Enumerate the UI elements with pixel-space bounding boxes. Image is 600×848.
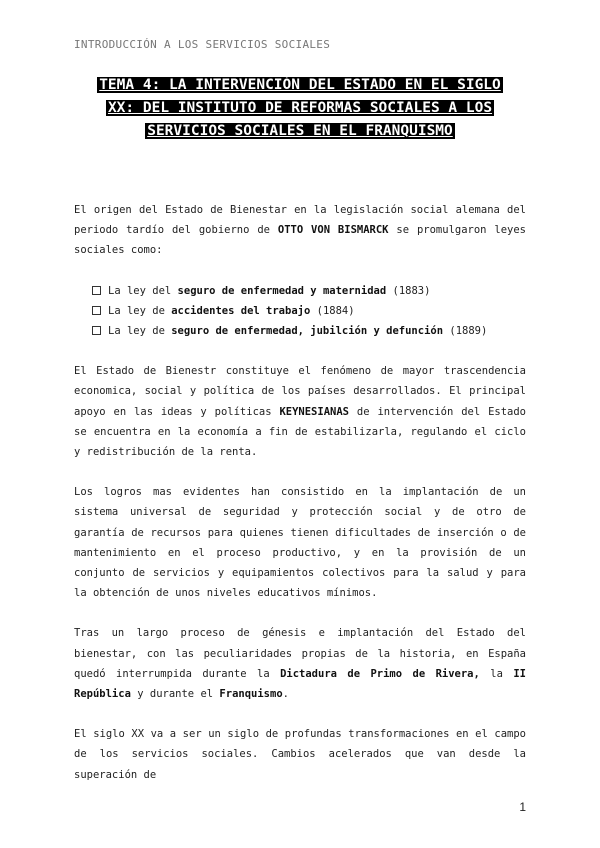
laws-list <box>74 281 526 342</box>
checkbox-icon <box>92 306 101 315</box>
republica-bold: II República <box>74 667 526 701</box>
law-year: (1889) <box>443 325 488 338</box>
primo-de-rivera-bold: Dictadura de Primo de Rivera, <box>280 667 480 680</box>
text: El origen del Estado de Bienestar en la legislación social alemana del periodo tardío del gobierno de <box>74 204 526 237</box>
list-item <box>92 321 526 341</box>
list-item <box>92 281 526 301</box>
title-line-3: SERVICIOS SOCIALES EN EL FRANQUISMO <box>147 123 453 139</box>
paragraph-keynes <box>74 361 526 462</box>
list-item <box>92 301 526 321</box>
title-line-2: XX: DEL INSTITUTO DE REFORMAS SOCIALES A LOS <box>107 100 493 116</box>
text: La ley de <box>108 325 172 338</box>
text: se promulgaron leyes sociales como: <box>74 224 527 257</box>
chapter-title <box>74 74 526 143</box>
law-year: (1884) <box>310 304 355 317</box>
text: la <box>479 667 514 680</box>
law-name: accidentes del trabajo <box>171 304 311 317</box>
title-line-1: TEMA 4: LA INTERVENCIÓN DEL ESTADO EN EL SIGLO <box>99 77 501 93</box>
text: El Estado de Bienestr constituye el fenómeno de mayor trascendencia economica, social y política de los países desarrollados. El principal apoyo en las ideas y políticas <box>74 365 526 418</box>
text: La ley de <box>108 304 172 317</box>
page-number: 1 <box>519 800 526 814</box>
paragraph-siglo-xx: El siglo XX va a ser un siglo de profundas transformaciones en el campo de los servicios sociales. Cambios acelerados que van desde la superación de <box>74 728 526 781</box>
body-text <box>74 200 526 805</box>
paragraph-logros: Los logros mas evidentes han consistido en la implantación de un sistema universal de seguridad y protección social y de otro de garantía de recursos para quienes tienen dificultades de inserción o de mantenimiento en el proceso productivo, y en la provisión de un conjunto de servicios y equipamientos colectivos para la salud y para la obtención de unos niveles educativos mínimos. <box>74 486 526 600</box>
paragraph-bismarck <box>74 200 526 261</box>
paragraph-espana <box>74 623 526 704</box>
keynesianas-bold: KEYNESIANAS <box>279 405 349 418</box>
text: Tras un largo proceso de génesis e implantación del Estado del bienestar, con las peculiaridades propias de la historia, en España quedó interrumpida durante la <box>74 627 526 680</box>
law-name: seguro de enfermedad y maternidad <box>177 284 387 297</box>
running-header: INTRODUCCIÓN A LOS SERVICIOS SOCIALES <box>74 38 331 51</box>
law-name: seguro de enfermedad, jubilción y defunción <box>171 325 444 338</box>
text: de intervención del Estado se encuentra en la economía a fin de estabilizarla, regulando el ciclo y redistribución de la renta. <box>74 405 527 459</box>
franquismo-bold: Franquismo <box>219 688 283 701</box>
text: y durante el <box>130 688 220 701</box>
text: La ley del <box>108 284 178 297</box>
bismarck-bold: OTTO VON BISMARCK <box>277 224 389 237</box>
checkbox-icon <box>92 286 101 295</box>
checkbox-icon <box>92 326 101 335</box>
law-year: (1883) <box>386 284 431 297</box>
text: . <box>282 688 289 701</box>
